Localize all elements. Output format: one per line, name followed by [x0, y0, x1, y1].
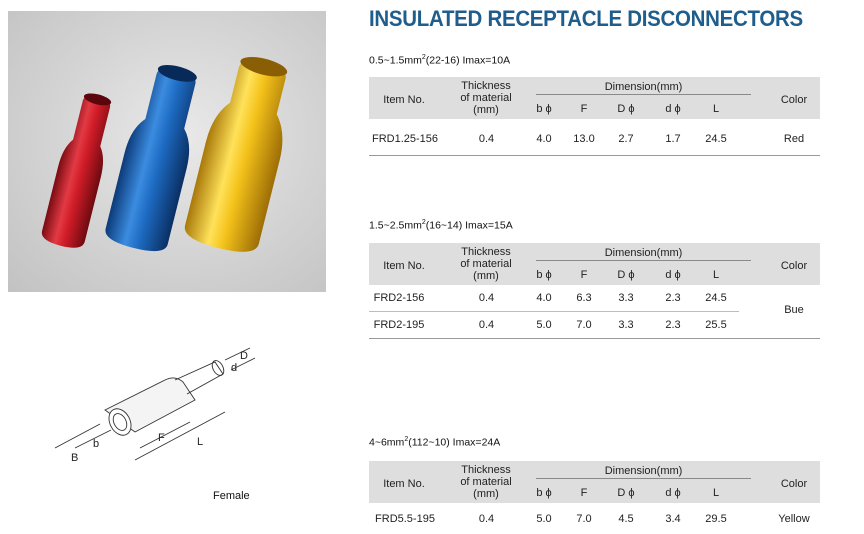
table-header	[369, 461, 820, 503]
header-item-no: Item No.	[383, 260, 425, 272]
header-d-phi-large: D ϕ	[617, 269, 635, 281]
header-b-phi: b ϕ	[536, 487, 552, 499]
table-row	[369, 285, 739, 312]
cell-l: 29.5	[705, 513, 727, 525]
cell-thickness: 0.4	[478, 133, 495, 145]
header-d-phi-small: d ϕ	[665, 103, 681, 115]
diagram-label-b-inner: b	[93, 438, 100, 450]
cell-d-small: 2.3	[665, 319, 681, 331]
cell-item: FRD5.5-195	[375, 513, 435, 525]
header-f: F	[580, 487, 588, 499]
spec-table-3	[369, 461, 820, 531]
cell-item: FRD2-195	[373, 319, 425, 331]
cell-f: 6.3	[576, 292, 592, 304]
header-d-phi-small: d ϕ	[665, 487, 681, 499]
cell-thickness: 0.4	[478, 319, 495, 331]
header-d-phi-small: d ϕ	[665, 269, 681, 281]
header-item-no: Item No.	[383, 94, 425, 106]
cell-f: 13.0	[573, 133, 595, 145]
header-color: Color	[780, 478, 808, 490]
header-dimension: Dimension(mm)	[604, 465, 683, 477]
spec-line-1: $0.5\sim 1.5mm^2(22-16)$ Imax=10A	[369, 54, 511, 67]
cell-l: 25.5	[705, 319, 727, 331]
cell-d-large: 4.5	[618, 513, 634, 525]
diagram-label-d-small: d	[231, 362, 238, 374]
cell-item: FRD1.25-156	[371, 133, 439, 145]
diagram-label-b-outer: B	[71, 452, 79, 464]
cell-b: 5.0	[536, 319, 552, 331]
header-f: F	[580, 269, 588, 281]
header-thickness: Thickness of material (mm)	[460, 246, 512, 282]
table-row	[369, 119, 820, 156]
cell-thickness: 0.4	[478, 292, 495, 304]
cell-item: FRD2-156	[373, 292, 425, 304]
cell-color: Red	[783, 133, 805, 145]
connectors-illustration	[8, 11, 326, 292]
diagram-label-d-large: D	[240, 350, 248, 362]
cell-b: 5.0	[536, 513, 552, 525]
yellow-connector	[182, 50, 303, 258]
spec-line-3: $4\sim 6mm^2(112\sim 10)$ Imax=24A	[369, 436, 501, 449]
cell-d-large: 3.3	[618, 292, 634, 304]
cell-d-small: 2.3	[665, 292, 681, 304]
cell-thickness: 0.4	[478, 513, 495, 525]
header-color: Color	[780, 260, 808, 272]
header-dimension: Dimension(mm)	[604, 81, 683, 93]
cell-d-large: 3.3	[618, 319, 634, 331]
cell-b: 4.0	[536, 133, 552, 145]
header-l: L	[712, 487, 720, 499]
header-item-no: Item No.	[383, 478, 425, 490]
header-f: F	[580, 103, 588, 115]
header-b-phi: b ϕ	[536, 269, 552, 281]
cell-color: Bue	[784, 304, 804, 316]
spec-table-1	[369, 77, 820, 156]
cell-f: 7.0	[576, 319, 592, 331]
header-d-phi-large: D ϕ	[617, 487, 635, 499]
dimension-diagram	[45, 340, 275, 470]
table-header	[369, 77, 820, 119]
diagram-caption: Female	[213, 490, 250, 502]
page-title: INSULATED RECEPTACLE DISCONNECTORS	[369, 6, 803, 31]
cell-b: 4.0	[536, 292, 552, 304]
table-row	[369, 312, 820, 339]
header-b-phi: b ϕ	[536, 103, 552, 115]
spec-line-2: $1.5\sim 2.5mm^2(16\sim 14)$ Imax=15A	[369, 219, 513, 232]
header-thickness: Thickness of material (mm)	[460, 464, 512, 500]
header-dimension: Dimension(mm)	[604, 247, 683, 259]
spec-table-2	[369, 243, 820, 339]
cell-color: Yellow	[778, 513, 810, 525]
cell-d-small: 3.4	[665, 513, 681, 525]
cell-l: 24.5	[705, 133, 727, 145]
cell-d-small: 1.7	[665, 133, 681, 145]
table-header	[369, 243, 820, 285]
header-l: L	[712, 103, 720, 115]
header-d-phi-large: D ϕ	[617, 103, 635, 115]
cell-f: 7.0	[576, 513, 592, 525]
diagram-label-l: L	[197, 436, 204, 448]
header-color: Color	[780, 94, 808, 106]
diagram-label-f: F	[158, 432, 165, 444]
cell-l: 24.5	[705, 292, 727, 304]
header-thickness: Thickness of material (mm)	[460, 80, 512, 116]
product-photo	[8, 11, 326, 292]
table-row	[369, 503, 820, 531]
header-l: L	[712, 269, 720, 281]
cell-d-large: 2.7	[618, 133, 634, 145]
